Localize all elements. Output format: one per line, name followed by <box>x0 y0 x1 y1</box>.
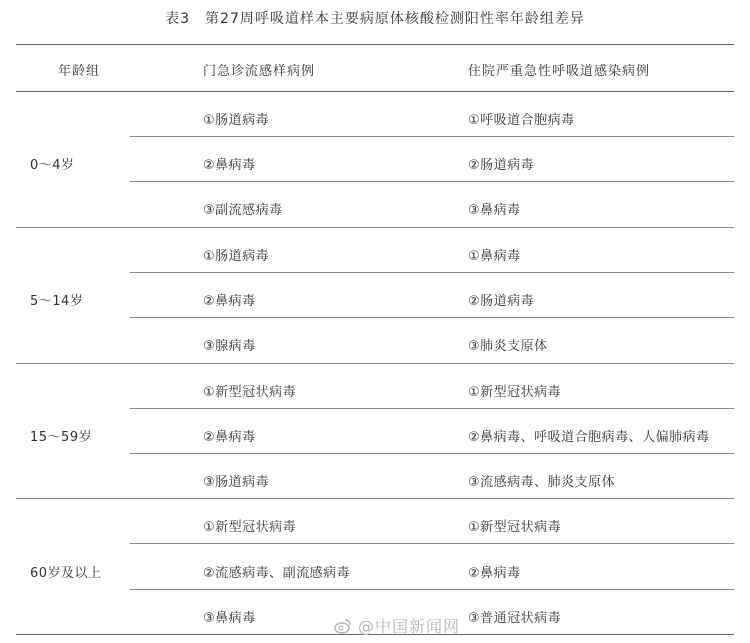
outpatient-cell: ③腺病毒 <box>203 339 256 354</box>
inpatient-cell: ②肠道病毒 <box>468 158 535 173</box>
inpatient-cell: ②鼻病毒 <box>468 566 521 581</box>
inpatient-cell: ③普通冠状病毒 <box>468 611 562 626</box>
outpatient-cell: ②鼻病毒 <box>203 430 256 445</box>
header-inpatient: 住院严重急性呼吸道感染病例 <box>468 64 651 79</box>
group-divider <box>16 227 734 228</box>
row-divider <box>130 453 734 454</box>
age-group-label: 60岁及以上 <box>30 566 102 581</box>
weibo-logo-icon <box>334 617 352 635</box>
inpatient-cell: ①呼吸道合胞病毒 <box>468 113 575 128</box>
outpatient-cell: ②流感病毒、副流感病毒 <box>203 566 351 581</box>
outpatient-cell: ②鼻病毒 <box>203 158 256 173</box>
inpatient-cell: ③鼻病毒 <box>468 203 521 218</box>
row-divider <box>130 317 734 318</box>
outpatient-cell: ③鼻病毒 <box>203 611 256 626</box>
outpatient-cell: ③副流感病毒 <box>203 203 283 218</box>
watermark-text: @中国新闻网 <box>358 617 461 636</box>
outpatient-cell: ②鼻病毒 <box>203 294 256 309</box>
table-top-rule <box>16 44 734 45</box>
age-group-label: 0～4岁 <box>30 158 75 173</box>
outpatient-cell: ①新型冠状病毒 <box>203 385 297 400</box>
inpatient-cell: ②鼻病毒、呼吸道合胞病毒、人偏肺病毒 <box>468 430 710 445</box>
table-caption: 表3 第27周呼吸道样本主要病原体核酸检测阳性率年龄组差异 <box>165 11 585 27</box>
outpatient-cell: ①肠道病毒 <box>203 249 270 264</box>
header-age-group: 年龄组 <box>58 64 101 79</box>
outpatient-cell: ③肠道病毒 <box>203 475 270 490</box>
inpatient-cell: ①新型冠状病毒 <box>468 520 562 535</box>
row-divider <box>130 272 734 273</box>
row-divider <box>130 543 734 544</box>
header-outpatient: 门急诊流感样病例 <box>203 64 316 79</box>
watermark <box>334 614 460 637</box>
inpatient-cell: ①鼻病毒 <box>468 249 521 264</box>
outpatient-cell: ①肠道病毒 <box>203 113 270 128</box>
inpatient-cell: ①新型冠状病毒 <box>468 385 562 400</box>
inpatient-cell: ③肺炎支原体 <box>468 339 548 354</box>
group-divider <box>16 363 734 364</box>
age-group-label: 5～14岁 <box>30 294 84 309</box>
row-divider <box>130 408 734 409</box>
row-divider <box>130 181 734 182</box>
row-divider <box>130 136 734 137</box>
group-divider <box>16 498 734 499</box>
inpatient-cell: ③流感病毒、肺炎支原体 <box>468 475 616 490</box>
outpatient-cell: ①新型冠状病毒 <box>203 520 297 535</box>
row-divider <box>130 589 734 590</box>
age-group-label: 15～59岁 <box>30 430 93 445</box>
inpatient-cell: ②肠道病毒 <box>468 294 535 309</box>
header-bottom-rule <box>16 91 734 92</box>
